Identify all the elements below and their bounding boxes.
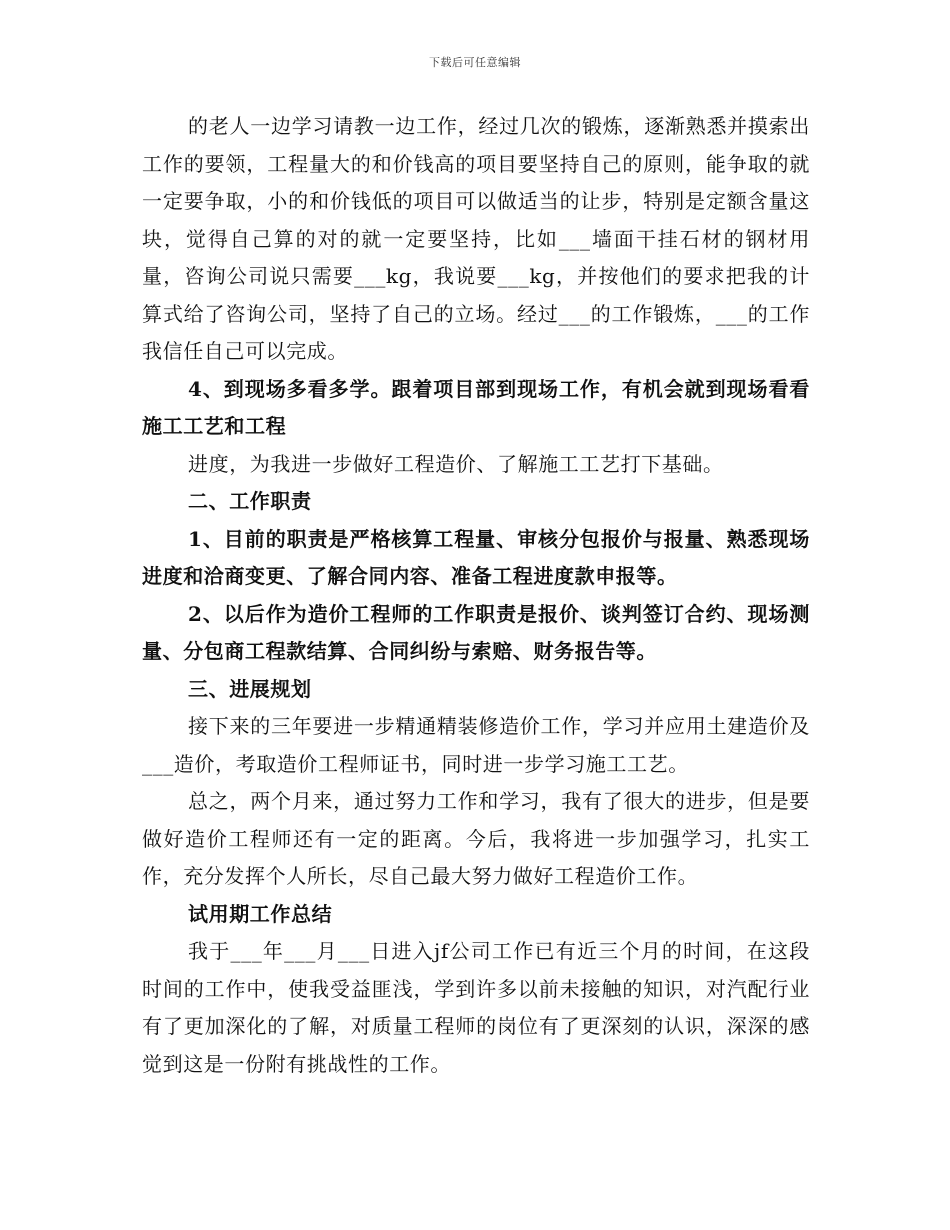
section-heading-probation-summary: 试用期工作总结 xyxy=(188,901,333,926)
paragraph-plan: 接下来的三年要进一步精通精装修造价工作，学习并应用土建造价及___造价，考取造价工程师证书，同时进一步学习施工工艺。 xyxy=(142,714,810,776)
paragraph-site-learning-heading: 4、到现场多看多学。跟着项目部到现场工作，有机会就到现场看看施工工艺和工程 xyxy=(142,376,810,438)
document-body xyxy=(142,108,810,1083)
paragraph-conclusion: 总之，两个月来，通过努力工作和学习，我有了很大的进步，但是要做好造价工程师还有一定的距离。今后，我将进一步加强学习，扎实工作，充分发挥个人所长，尽自己最大努力做好工程造价工作。 xyxy=(142,789,810,888)
paragraph-progress: 进度，为我进一步做好工程造价、了解施工工艺打下基础。 xyxy=(188,451,724,476)
paragraph-learning-experience: 的老人一边学习请教一边工作，经过几次的锻炼，逐渐熟悉并摸索出工作的要领，工程量大的和价钱高的项目要坚持自己的原则，能争取的就一定要争取，小的和价钱低的项目可以做适当的让步，特别是定额含量这块，觉得自己算的对的就一定要坚持，比如___墙面干挂石材的钢材用量，咨询公司说只需要___kg，我说要___kg，并按他们的要求把我的计算式给了咨询公司，坚持了自己的立场。经过___的工作锻炼，___的工作我信任自己可以完成。 xyxy=(142,114,810,363)
paragraph-future-duties: 2、以后作为造价工程师的工作职责是报价、谈判签订合约、现场测量、分包商工程款结算、合同纠纷与索赔、财务报告等。 xyxy=(142,601,810,663)
paragraph-probation-intro: 我于___年___月___日进入jf公司工作已有近三个月的时间，在这段时间的工作中，使我受益匪浅，学到许多以前未接触的知识，对汽配行业有了更加深化的了解，对质量工程师的岗位有了更深刻的认识，深深的感觉到这是一份附有挑战性的工作。 xyxy=(142,939,810,1076)
section-heading-duties: 二、工作职责 xyxy=(188,489,312,513)
page-header-note: 下载后可任意编辑 xyxy=(429,56,521,69)
section-heading-plan: 三、进展规划 xyxy=(188,676,312,701)
paragraph-current-duties: 1、目前的职责是严格核算工程量、审核分包报价与报量、熟悉现场进度和洽商变更、了解合同内容、准备工程进度款申报等。 xyxy=(142,526,810,588)
